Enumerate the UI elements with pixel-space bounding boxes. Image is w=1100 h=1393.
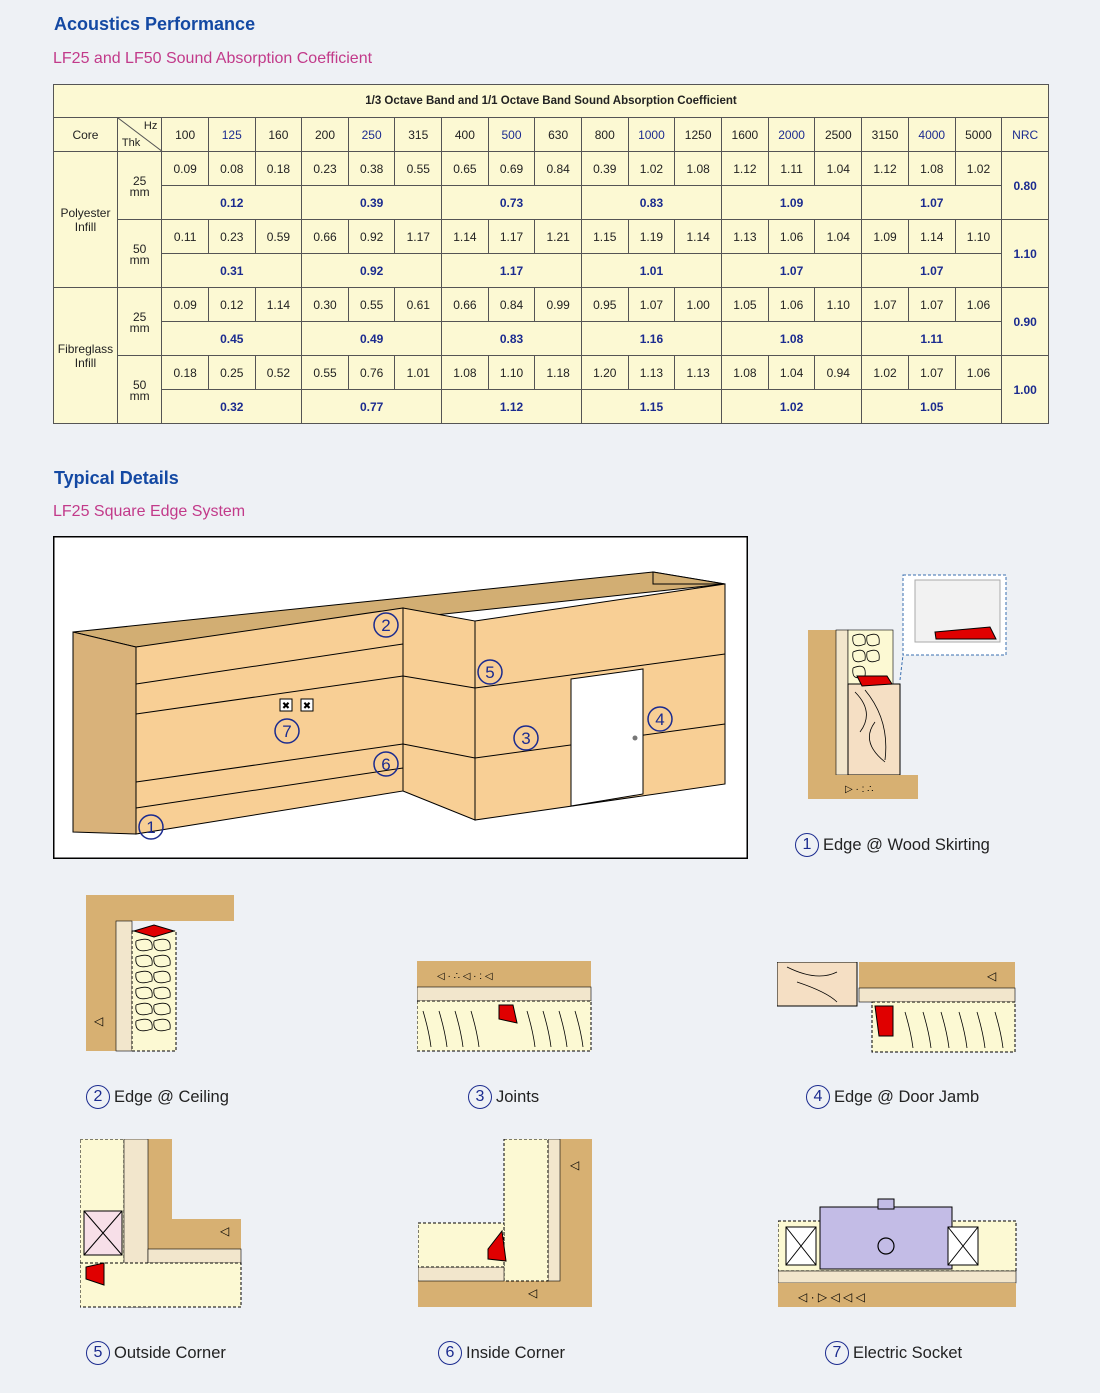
svg-text:▷ · : ∴: ▷ · : ∴ bbox=[845, 784, 874, 795]
third-octave-cell: 0.95 bbox=[581, 288, 628, 322]
third-octave-cell: 1.20 bbox=[581, 356, 628, 390]
svg-text:4: 4 bbox=[655, 710, 665, 729]
freq-header: 400 bbox=[442, 118, 489, 152]
third-octave-cell: 0.09 bbox=[162, 288, 209, 322]
third-octave-cell: 1.06 bbox=[768, 220, 815, 254]
table-title: 1/3 Octave Band and 1/1 Octave Band Sound Absorption Coefficient bbox=[54, 85, 1049, 118]
svg-text:2: 2 bbox=[381, 616, 391, 635]
thickness-unit: mm bbox=[129, 184, 150, 199]
third-octave-cell: 1.15 bbox=[581, 220, 628, 254]
third-octave-cell: 1.07 bbox=[908, 356, 955, 390]
octave-cell: 1.11 bbox=[862, 322, 1002, 356]
hz-label: Hz bbox=[143, 120, 158, 132]
absorption-table bbox=[53, 84, 1049, 424]
octave-cell: 0.45 bbox=[162, 322, 302, 356]
caption-number-3: 3 bbox=[468, 1085, 492, 1109]
thickness-cell bbox=[117, 356, 161, 424]
third-octave-cell: 0.39 bbox=[581, 152, 628, 186]
detail-wood-skirting-drawing bbox=[805, 572, 1010, 802]
third-octave-cell: 0.84 bbox=[535, 152, 582, 186]
thickness-value: 50 bbox=[132, 377, 147, 392]
third-octave-cell: 1.17 bbox=[395, 220, 442, 254]
nrc-cell: 0.90 bbox=[1002, 288, 1049, 356]
third-octave-cell: 0.55 bbox=[348, 288, 395, 322]
freq-header: 3150 bbox=[862, 118, 909, 152]
third-octave-cell: 0.25 bbox=[208, 356, 255, 390]
thickness-cell bbox=[117, 220, 161, 288]
thickness-unit: mm bbox=[129, 388, 150, 403]
third-octave-cell: 1.07 bbox=[908, 288, 955, 322]
freq-header: 2000 bbox=[768, 118, 815, 152]
nrc-cell: 1.10 bbox=[1002, 220, 1049, 288]
third-octave-cell: 0.30 bbox=[302, 288, 349, 322]
thickness-cell bbox=[117, 152, 161, 220]
svg-text:6: 6 bbox=[381, 755, 391, 774]
caption-2 bbox=[86, 1085, 229, 1109]
freq-header: 5000 bbox=[955, 118, 1002, 152]
detail-electric-socket-drawing bbox=[778, 1197, 1018, 1309]
thk-hz-header bbox=[117, 118, 161, 152]
octave-cell: 1.07 bbox=[862, 254, 1002, 288]
third-octave-cell: 1.05 bbox=[722, 288, 769, 322]
third-octave-cell: 0.11 bbox=[162, 220, 209, 254]
third-octave-cell: 0.18 bbox=[162, 356, 209, 390]
third-octave-cell: 1.07 bbox=[862, 288, 909, 322]
third-octave-cell: 0.94 bbox=[815, 356, 862, 390]
core-cell: Fibreglass Infill bbox=[54, 288, 118, 424]
system-subtitle: LF25 Square Edge System bbox=[53, 503, 246, 520]
svg-text:◁: ◁ bbox=[94, 1014, 104, 1028]
caption-number-2: 2 bbox=[86, 1085, 110, 1109]
thk-label: Thk bbox=[121, 137, 141, 149]
freq-header: 800 bbox=[581, 118, 628, 152]
octave-cell: 0.31 bbox=[162, 254, 302, 288]
third-octave-cell: 1.13 bbox=[628, 356, 675, 390]
third-octave-cell: 0.23 bbox=[302, 152, 349, 186]
third-octave-cell: 0.08 bbox=[208, 152, 255, 186]
third-octave-cell: 1.00 bbox=[675, 288, 722, 322]
octave-cell: 1.05 bbox=[862, 390, 1002, 424]
third-octave-cell: 0.23 bbox=[208, 220, 255, 254]
freq-header: 500 bbox=[488, 118, 535, 152]
third-octave-cell: 0.76 bbox=[348, 356, 395, 390]
third-octave-cell: 1.10 bbox=[488, 356, 535, 390]
third-octave-cell: 0.84 bbox=[488, 288, 535, 322]
detail-ceiling-drawing bbox=[86, 895, 236, 1053]
svg-text:✖: ✖ bbox=[302, 701, 312, 712]
thickness-value: 50 bbox=[132, 241, 147, 256]
nrc-cell: 0.80 bbox=[1002, 152, 1049, 220]
detail-outside-corner-drawing bbox=[80, 1139, 242, 1309]
svg-text:◁ · ∴ ◁ · : ◁: ◁ · ∴ ◁ · : ◁ bbox=[437, 971, 493, 982]
third-octave-cell: 1.06 bbox=[955, 356, 1002, 390]
third-octave-cell: 1.02 bbox=[862, 356, 909, 390]
third-octave-cell: 0.18 bbox=[255, 152, 302, 186]
octave-cell: 0.77 bbox=[302, 390, 442, 424]
octave-cell: 0.12 bbox=[162, 186, 302, 220]
octave-cell: 1.12 bbox=[442, 390, 582, 424]
third-octave-cell: 1.14 bbox=[908, 220, 955, 254]
svg-text:3: 3 bbox=[521, 729, 531, 748]
third-octave-cell: 1.08 bbox=[675, 152, 722, 186]
third-octave-cell: 0.52 bbox=[255, 356, 302, 390]
core-cell: Polyester Infill bbox=[54, 152, 118, 288]
third-octave-cell: 1.14 bbox=[442, 220, 489, 254]
caption-label-4: Edge @ Door Jamb bbox=[834, 1087, 980, 1106]
third-octave-cell: 0.66 bbox=[302, 220, 349, 254]
octave-cell: 0.92 bbox=[302, 254, 442, 288]
room-isometric-drawing bbox=[53, 536, 748, 859]
section-heading-details: Typical Details bbox=[54, 468, 179, 488]
svg-text:◁: ◁ bbox=[220, 1224, 230, 1238]
octave-cell: 0.32 bbox=[162, 390, 302, 424]
third-octave-cell: 1.08 bbox=[442, 356, 489, 390]
freq-header: 1000 bbox=[628, 118, 675, 152]
svg-text:7: 7 bbox=[282, 722, 292, 741]
caption-label-5: Outside Corner bbox=[114, 1343, 226, 1362]
thickness-unit: mm bbox=[129, 252, 150, 267]
svg-text:✖: ✖ bbox=[281, 701, 291, 712]
third-octave-cell: 1.12 bbox=[722, 152, 769, 186]
caption-number-6: 6 bbox=[438, 1341, 462, 1365]
third-octave-cell: 1.02 bbox=[955, 152, 1002, 186]
freq-header: 1250 bbox=[675, 118, 722, 152]
third-octave-cell: 1.14 bbox=[255, 288, 302, 322]
freq-header: 1600 bbox=[722, 118, 769, 152]
caption-number-7: 7 bbox=[825, 1341, 849, 1365]
third-octave-cell: 1.06 bbox=[955, 288, 1002, 322]
third-octave-cell: 1.04 bbox=[815, 220, 862, 254]
svg-text:1: 1 bbox=[146, 818, 156, 837]
third-octave-cell: 1.06 bbox=[768, 288, 815, 322]
caption-7 bbox=[825, 1341, 962, 1365]
third-octave-cell: 0.66 bbox=[442, 288, 489, 322]
thickness-value: 25 bbox=[132, 173, 147, 188]
svg-text:5: 5 bbox=[485, 663, 495, 682]
detail-door-jamb-drawing bbox=[777, 962, 1017, 1054]
svg-text:◁: ◁ bbox=[987, 969, 997, 983]
octave-cell: 1.15 bbox=[581, 390, 721, 424]
freq-header: 100 bbox=[162, 118, 209, 152]
caption-3 bbox=[468, 1085, 539, 1109]
third-octave-cell: 1.18 bbox=[535, 356, 582, 390]
caption-1 bbox=[795, 833, 990, 857]
octave-cell: 0.39 bbox=[302, 186, 442, 220]
nrc-cell: 1.00 bbox=[1002, 356, 1049, 424]
table-subtitle: LF25 and LF50 Sound Absorption Coefficient bbox=[53, 50, 373, 67]
caption-label-7: Electric Socket bbox=[853, 1343, 963, 1362]
third-octave-cell: 1.09 bbox=[862, 220, 909, 254]
octave-cell: 1.01 bbox=[581, 254, 721, 288]
caption-number-5: 5 bbox=[86, 1341, 110, 1365]
third-octave-cell: 1.19 bbox=[628, 220, 675, 254]
caption-label-3: Joints bbox=[496, 1087, 540, 1106]
octave-cell: 0.49 bbox=[302, 322, 442, 356]
third-octave-cell: 0.69 bbox=[488, 152, 535, 186]
freq-header: 630 bbox=[535, 118, 582, 152]
third-octave-cell: 1.13 bbox=[722, 220, 769, 254]
third-octave-cell: 0.59 bbox=[255, 220, 302, 254]
octave-cell: 1.09 bbox=[722, 186, 862, 220]
third-octave-cell: 0.61 bbox=[395, 288, 442, 322]
octave-cell: 1.17 bbox=[442, 254, 582, 288]
third-octave-cell: 0.55 bbox=[302, 356, 349, 390]
caption-label-1: Edge @ Wood Skirting bbox=[823, 835, 990, 854]
freq-header: 315 bbox=[395, 118, 442, 152]
third-octave-cell: 1.17 bbox=[488, 220, 535, 254]
freq-header: 125 bbox=[208, 118, 255, 152]
third-octave-cell: 1.12 bbox=[862, 152, 909, 186]
svg-text:◁: ◁ bbox=[570, 1158, 580, 1172]
third-octave-cell: 1.10 bbox=[955, 220, 1002, 254]
third-octave-cell: 1.08 bbox=[722, 356, 769, 390]
thickness-unit: mm bbox=[129, 320, 150, 335]
caption-4 bbox=[806, 1085, 979, 1109]
core-header: Core bbox=[54, 118, 118, 152]
third-octave-cell: 1.04 bbox=[815, 152, 862, 186]
thickness-cell bbox=[117, 288, 161, 356]
svg-text:◁: ◁ bbox=[528, 1286, 538, 1300]
third-octave-cell: 1.13 bbox=[675, 356, 722, 390]
third-octave-cell: 0.55 bbox=[395, 152, 442, 186]
third-octave-cell: 1.01 bbox=[395, 356, 442, 390]
octave-cell: 1.08 bbox=[722, 322, 862, 356]
third-octave-cell: 1.02 bbox=[628, 152, 675, 186]
third-octave-cell: 0.38 bbox=[348, 152, 395, 186]
detail-inside-corner-drawing bbox=[418, 1139, 593, 1309]
thickness-value: 25 bbox=[132, 309, 147, 324]
third-octave-cell: 0.65 bbox=[442, 152, 489, 186]
third-octave-cell: 0.12 bbox=[208, 288, 255, 322]
caption-label-6: Inside Corner bbox=[466, 1343, 566, 1362]
third-octave-cell: 1.08 bbox=[908, 152, 955, 186]
third-octave-cell: 0.99 bbox=[535, 288, 582, 322]
octave-cell: 0.83 bbox=[442, 322, 582, 356]
section-heading-acoustics: Acoustics Performance bbox=[54, 14, 256, 34]
caption-6 bbox=[438, 1341, 565, 1365]
caption-5 bbox=[86, 1341, 226, 1365]
third-octave-cell: 0.09 bbox=[162, 152, 209, 186]
octave-cell: 1.07 bbox=[862, 186, 1002, 220]
third-octave-cell: 1.14 bbox=[675, 220, 722, 254]
octave-cell: 1.07 bbox=[722, 254, 862, 288]
freq-header: 160 bbox=[255, 118, 302, 152]
third-octave-cell: 1.11 bbox=[768, 152, 815, 186]
freq-header: 200 bbox=[302, 118, 349, 152]
freq-header: 2500 bbox=[815, 118, 862, 152]
octave-cell: 0.73 bbox=[442, 186, 582, 220]
third-octave-cell: 1.21 bbox=[535, 220, 582, 254]
octave-cell: 1.16 bbox=[581, 322, 721, 356]
nrc-header: NRC bbox=[1002, 118, 1049, 152]
third-octave-cell: 1.10 bbox=[815, 288, 862, 322]
svg-text:◁ · ▷ ◁ ◁ ◁: ◁ · ▷ ◁ ◁ ◁ bbox=[798, 1290, 865, 1304]
third-octave-cell: 1.04 bbox=[768, 356, 815, 390]
third-octave-cell: 1.07 bbox=[628, 288, 675, 322]
caption-number-1: 1 bbox=[795, 833, 819, 857]
third-octave-cell: 0.92 bbox=[348, 220, 395, 254]
caption-label-2: Edge @ Ceiling bbox=[114, 1087, 229, 1106]
octave-cell: 0.83 bbox=[581, 186, 721, 220]
freq-header: 250 bbox=[348, 118, 395, 152]
octave-cell: 1.02 bbox=[722, 390, 862, 424]
detail-joints-drawing bbox=[417, 961, 592, 1053]
freq-header: 4000 bbox=[908, 118, 955, 152]
caption-number-4: 4 bbox=[806, 1085, 830, 1109]
